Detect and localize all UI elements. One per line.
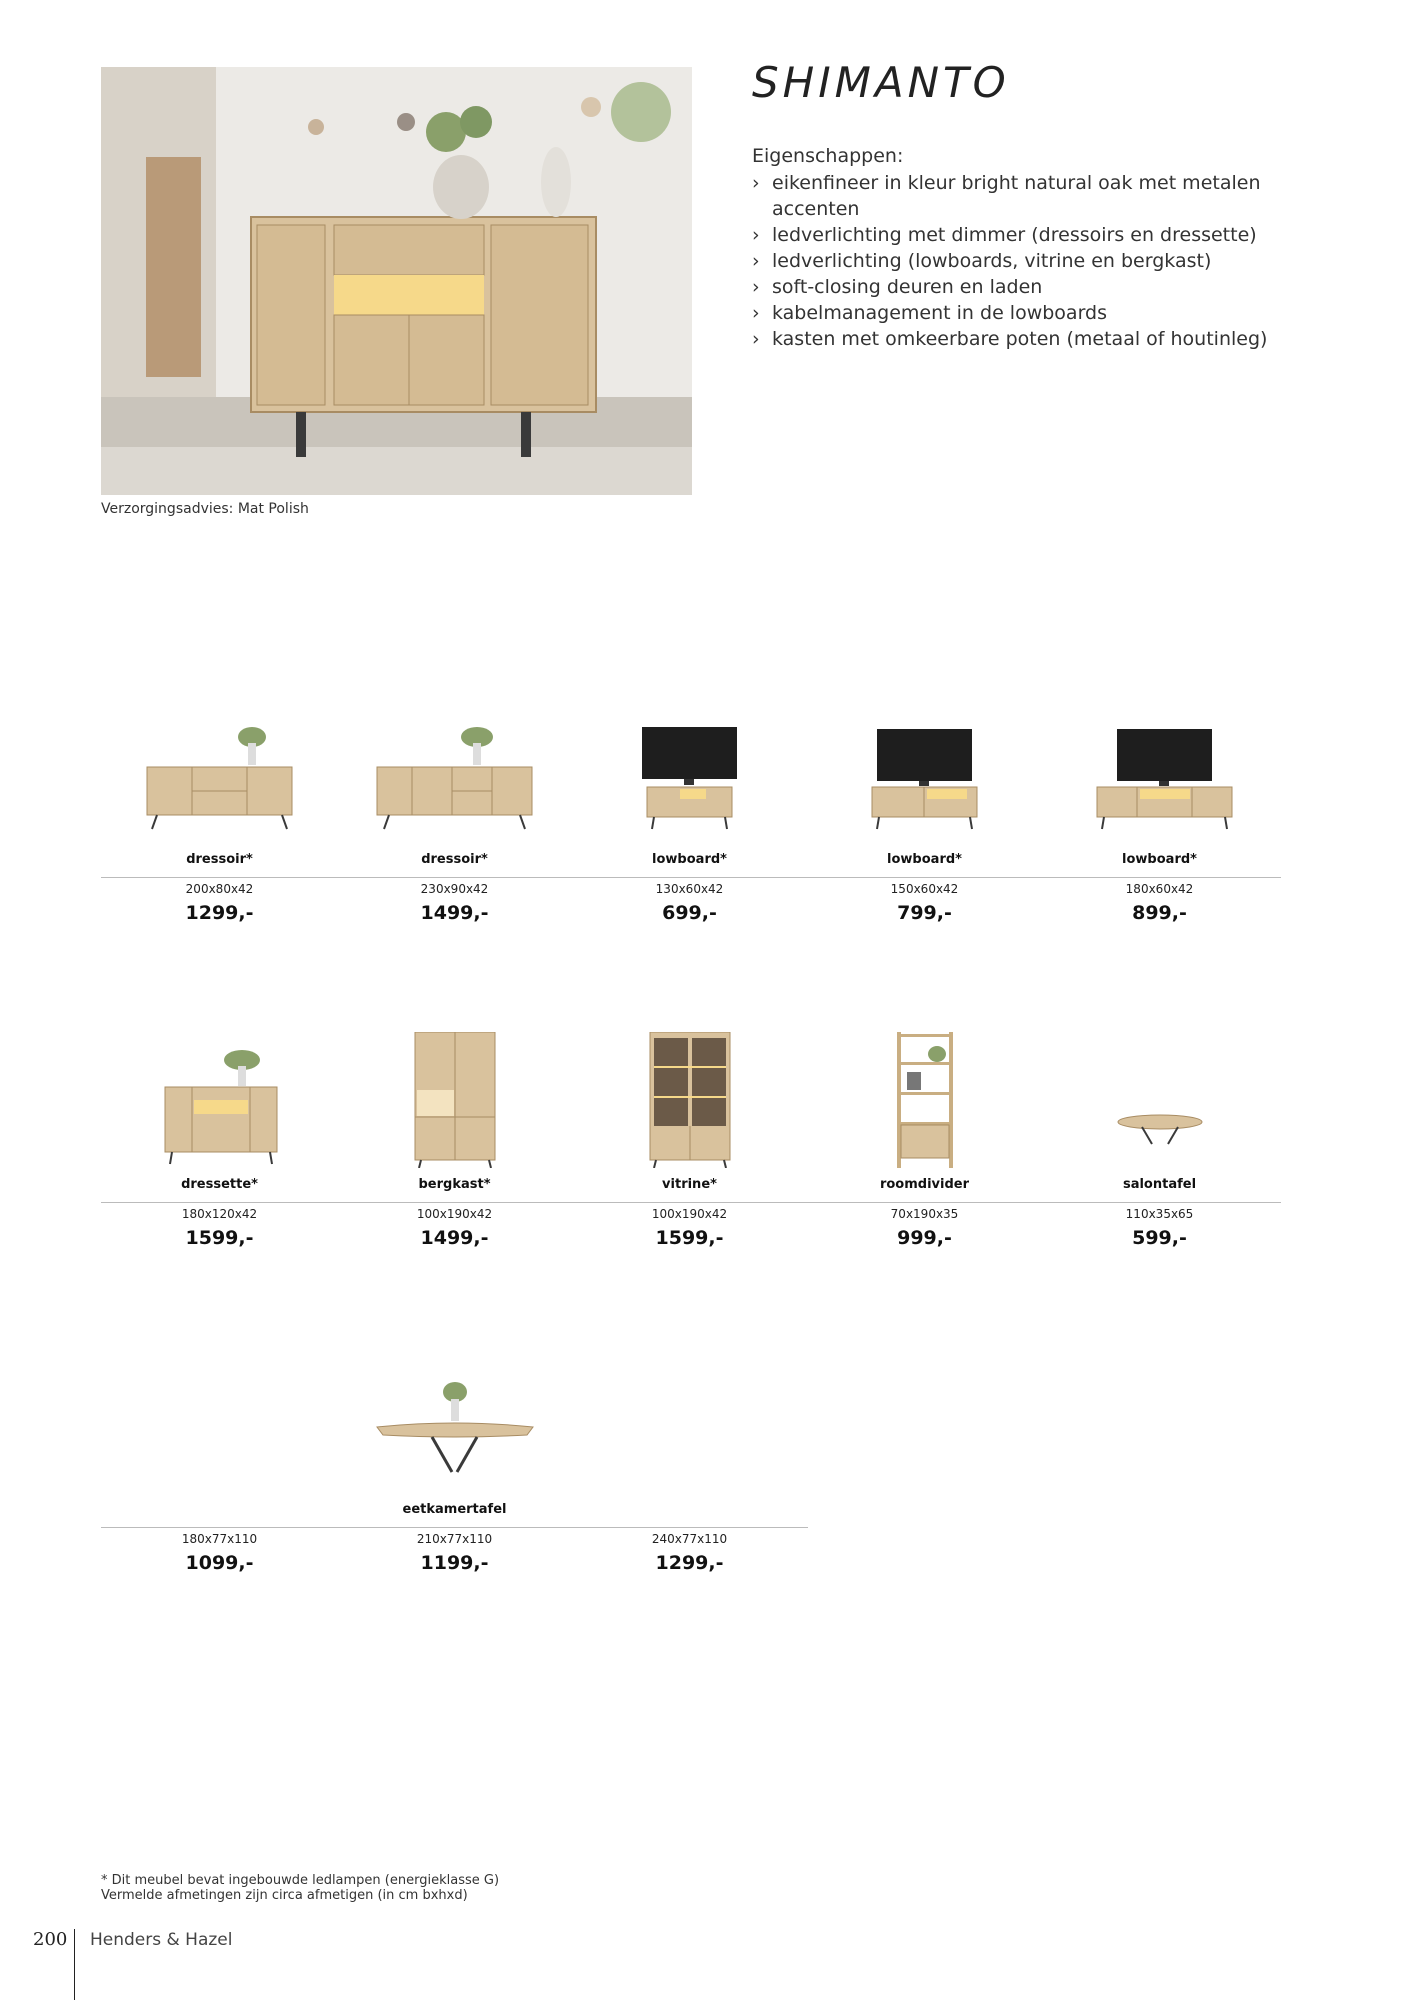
product-price: 999,-: [897, 1227, 952, 1249]
vitrine-image: [572, 1032, 807, 1168]
property-item: › eikenfineer in kleur bright natural oak met metalen accenten: [752, 172, 1261, 220]
product-dimensions: 180x120x42: [181, 1207, 258, 1221]
chevron-right-icon: ›: [752, 276, 760, 298]
product-name: dressette*: [181, 1177, 258, 1192]
product-dimensions: 130x60x42: [655, 882, 724, 896]
product-price: 899,-: [1132, 902, 1187, 924]
product-dimensions: 210x77x110: [416, 1532, 493, 1546]
product-dimensions: 70x190x35: [890, 1207, 959, 1221]
product-price: 1299,-: [655, 1552, 724, 1574]
product-dimensions: 180x77x110: [181, 1532, 258, 1546]
lowboard-tv-image: [807, 707, 1042, 843]
product-card: [337, 1357, 572, 1521]
property-item: › soft-closing deuren en laden: [752, 276, 1043, 298]
roomdivider-image: [807, 1032, 1042, 1168]
product-card: [337, 1032, 572, 1196]
product-dimensions: 200x80x42: [185, 882, 254, 896]
product-card: [337, 707, 572, 871]
footer-divider: [74, 1929, 75, 2000]
care-advice: Verzorgingsadvies: Mat Polish: [101, 501, 309, 517]
chevron-right-icon: ›: [752, 172, 760, 194]
chevron-right-icon: ›: [752, 224, 760, 246]
product-card: [807, 1032, 1042, 1196]
product-info: [337, 1207, 572, 1249]
footnote: Vermelde afmetingen zijn circa afmetigen (in cm bxhxd): [101, 1888, 468, 1903]
product-info: [1042, 1207, 1277, 1249]
product-price: 1599,-: [655, 1227, 724, 1249]
coffee-table-image: [1042, 1032, 1277, 1168]
product-info: [102, 1207, 337, 1249]
product-price: 1299,-: [185, 902, 254, 924]
lowboard-tv-image: [1042, 707, 1277, 843]
property-item: › ledverlichting met dimmer (dressoirs en dressette): [752, 224, 1257, 246]
divider: [101, 1527, 808, 1528]
product-dimensions: 240x77x110: [651, 1532, 728, 1546]
property-item: › kasten met omkeerbare poten (metaal of houtinleg): [752, 328, 1268, 350]
product-price: 1499,-: [420, 902, 489, 924]
product-info: [807, 1207, 1042, 1249]
property-item: › ledverlichting (lowboards, vitrine en bergkast): [752, 250, 1212, 272]
properties-heading: Eigenschappen:: [752, 145, 904, 167]
product-name: lowboard*: [887, 852, 962, 867]
product-card: [572, 707, 807, 871]
footnote: * Dit meubel bevat ingebouwde ledlampen (energieklasse G): [101, 1873, 500, 1888]
lowboard-tv-image: [572, 707, 807, 843]
product-dimensions: 180x60x42: [1125, 882, 1194, 896]
product-card: [1042, 1032, 1277, 1196]
product-card: [102, 1032, 337, 1196]
property-item: › kabelmanagement in de lowboards: [752, 302, 1108, 324]
product-info: [102, 1532, 337, 1574]
product-dimensions: 150x60x42: [890, 882, 959, 896]
sideboard-4door-image: [337, 707, 572, 843]
product-name: vitrine*: [662, 1177, 717, 1192]
chevron-right-icon: ›: [752, 328, 760, 350]
product-info: [1042, 882, 1277, 924]
product-card: [807, 707, 1042, 871]
product-card: [1042, 707, 1277, 871]
product-price: 799,-: [897, 902, 952, 924]
page-number: 200: [33, 1929, 68, 1950]
hero-photo: [101, 67, 692, 495]
product-dimensions: 230x90x42: [420, 882, 489, 896]
properties-list: [752, 170, 1312, 352]
divider: [101, 877, 1281, 878]
cabinet-image: [337, 1032, 572, 1168]
product-name: lowboard*: [652, 852, 727, 867]
product-info: [572, 1207, 807, 1249]
product-price: 1099,-: [185, 1552, 254, 1574]
product-info: [807, 882, 1042, 924]
collection-title: SHIMANTO: [752, 58, 1010, 107]
product-name: dressoir*: [186, 852, 253, 867]
dressette-image: [102, 1032, 337, 1168]
product-info: [102, 882, 337, 924]
divider: [101, 1202, 1281, 1203]
product-name: dressoir*: [421, 852, 488, 867]
chevron-right-icon: ›: [752, 302, 760, 324]
product-info: [572, 882, 807, 924]
product-price: 699,-: [662, 902, 717, 924]
product-info: [572, 1532, 807, 1574]
product-name: eetkamertafel: [402, 1502, 507, 1517]
product-price: 1599,-: [185, 1227, 254, 1249]
product-name: roomdivider: [879, 1177, 970, 1192]
product-price: 1499,-: [420, 1227, 489, 1249]
chevron-right-icon: ›: [752, 250, 760, 272]
product-dimensions: 100x190x42: [416, 1207, 493, 1221]
product-name: bergkast*: [418, 1177, 491, 1192]
dining-table-image: [337, 1357, 572, 1493]
sideboard-3door-image: [102, 707, 337, 843]
product-info: [337, 882, 572, 924]
product-dimensions: 110x35x65: [1125, 1207, 1194, 1221]
product-card: [102, 707, 337, 871]
brand-name: Henders & Hazel: [90, 1930, 233, 1950]
product-price: 1199,-: [420, 1552, 489, 1574]
product-dimensions: 100x190x42: [651, 1207, 728, 1221]
product-card: [572, 1032, 807, 1196]
product-name: lowboard*: [1122, 852, 1197, 867]
product-price: 599,-: [1132, 1227, 1187, 1249]
product-name: salontafel: [1122, 1177, 1197, 1192]
product-info: [337, 1532, 572, 1574]
